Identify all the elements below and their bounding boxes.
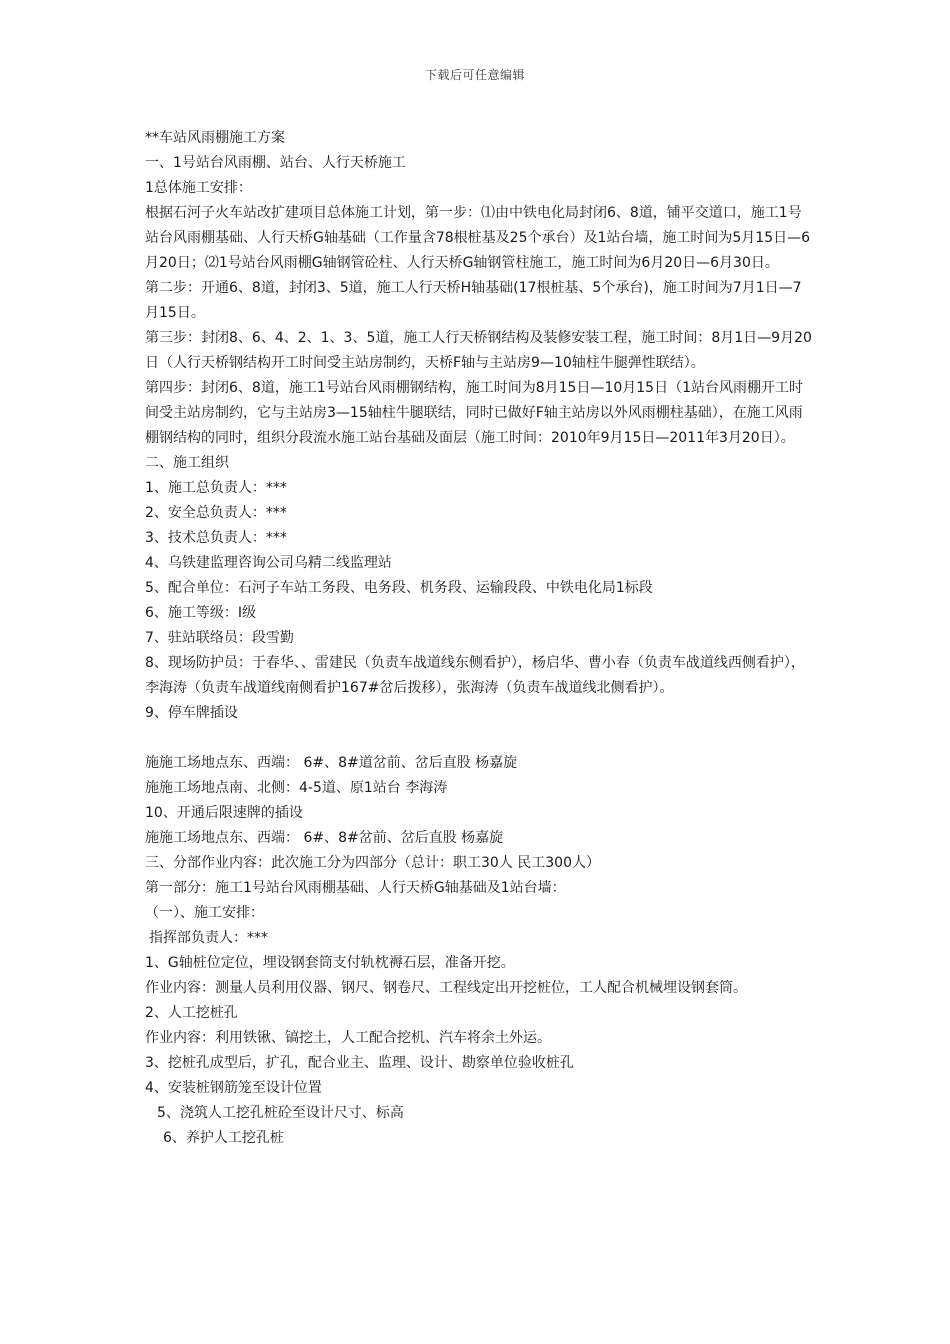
section-heading-3: 三、分部作业内容：此次施工分为四部分（总计：职工30人 民工300人） (145, 855, 600, 871)
section-heading-2: 二、施工组织 (145, 455, 229, 471)
list-item: 4、乌铁建监理咨询公司乌精二线监理站 (145, 555, 392, 571)
list-item: 9、停车牌插设 (145, 705, 238, 721)
subsection-heading: （一）、施工安排： (145, 905, 264, 921)
document-body (145, 126, 813, 1151)
list-item: 1、G轴桩位定位，埋设钢套筒支付轨枕褥石层，准备开挖。 (145, 955, 515, 971)
list-item: 7、驻站联络员：段雪勤 (145, 630, 294, 646)
list-item: 作业内容：利用铁锹、镐挖土，人工配合挖机、汽车将余土外运。 (145, 1030, 551, 1046)
list-item: 1、施工总负责人：*** (145, 480, 287, 496)
list-item: 10、开通后限速牌的插设 (145, 805, 303, 821)
blank-line (145, 726, 813, 751)
part-heading: 第一部分：施工1号站台风雨棚基础、人行天桥G轴基础及1站台墙： (145, 880, 566, 896)
list-item: 6、施工等级：Ⅰ级 (145, 605, 257, 621)
commander-line: 指挥部负责人：*** (149, 930, 268, 946)
paragraph-step-4: 第四步：封闭6、8道，施工1号站台风雨棚钢结构，施工时间为8月15日—10月15日（1站台风雨棚开工时间受主站房制约，它与主站房3—15轴柱牛腿联结，同时已做好F轴主站房以外风雨棚柱基础），在施工风雨棚钢结构的同时，组织分段流水施工站台基础及面层（施工时间：2010年9月15日—2011年3月20日）。 (145, 380, 803, 446)
section-heading-1: 一、1号站台风雨棚、站台、人行天桥施工 (145, 155, 406, 171)
list-item: 2、安全总负责人：*** (145, 505, 287, 521)
subsection-heading: 1总体施工安排： (145, 180, 252, 196)
list-item: 作业内容：测量人员利用仪器、钢尺、钢卷尺、工程线定出开挖桩位，工人配合机械埋设钢套筒。 (145, 980, 747, 996)
document-title: **车站风雨棚施工方案 (145, 130, 285, 146)
site-line: 施施工场地点东、西端： 6#、8#道岔前、岔后直股 杨嘉旋 (145, 755, 518, 771)
list-item: 2、人工挖桩孔 (145, 1005, 238, 1021)
list-item: 5、配合单位：石河子车站工务段、电务段、机务段、运输段段、中铁电化局1标段 (145, 580, 653, 596)
list-item: 8、现场防护员：于春华、、雷建民（负责车战道线东侧看护），杨启华、曹小春（负责车战道线西侧看护），李海涛（负责车战道线南侧看护167#岔后拨移），张海涛（负责车战道线北侧看护）。 (145, 655, 805, 696)
list-item: 3、技术总负责人：*** (145, 530, 287, 546)
paragraph-step-3: 第三步：封闭8、6、4、2、1、3、5道，施工人行天桥钢结构及装修安装工程，施工时间：8月1日—9月20日（人行天桥钢结构开工时间受主站房制约，天桥F轴与主站房9—10轴柱牛腿弹性联结）。 (145, 330, 812, 371)
list-item: 5、浇筑人工挖孔桩砼至设计尺寸、标高 (157, 1105, 404, 1121)
page-header-note: 下载后可任意编辑 (424, 68, 525, 82)
list-item: 4、安装桩钢筋笼至设计位置 (145, 1080, 322, 1096)
paragraph-step-2: 第二步：开通6、8道，封闭3、5道，施工人行天桥H轴基础(17根桩基、5个承台)，施工时间为7月1日—7月15日。 (145, 280, 802, 321)
paragraph-step-1: 根据石河子火车站改扩建项目总体施工计划，第一步：⑴由中铁电化局封闭6、8道，铺平交道口，施工1号站台风雨棚基础、人行天桥G轴基础（工作量含78根桩基及25个承台）及1站台墙，施工时间为5月15日—6月20日；⑵1号站台风雨棚G轴钢管砼柱、人行天桥G轴钢管柱施工，施工时间为6月20日—6月30日。 (145, 205, 811, 271)
list-item: 6、养护人工挖孔桩 (163, 1130, 284, 1146)
site-line: 施施工场地点南、北侧：4-5道、原1站台 李海涛 (145, 780, 448, 796)
site-line: 施施工场地点东、西端： 6#、8#岔前、岔后直股 杨嘉旋 (145, 830, 504, 846)
list-item: 3、挖桩孔成型后，扩孔，配合业主、监理、设计、勘察单位验收桩孔 (145, 1055, 574, 1071)
